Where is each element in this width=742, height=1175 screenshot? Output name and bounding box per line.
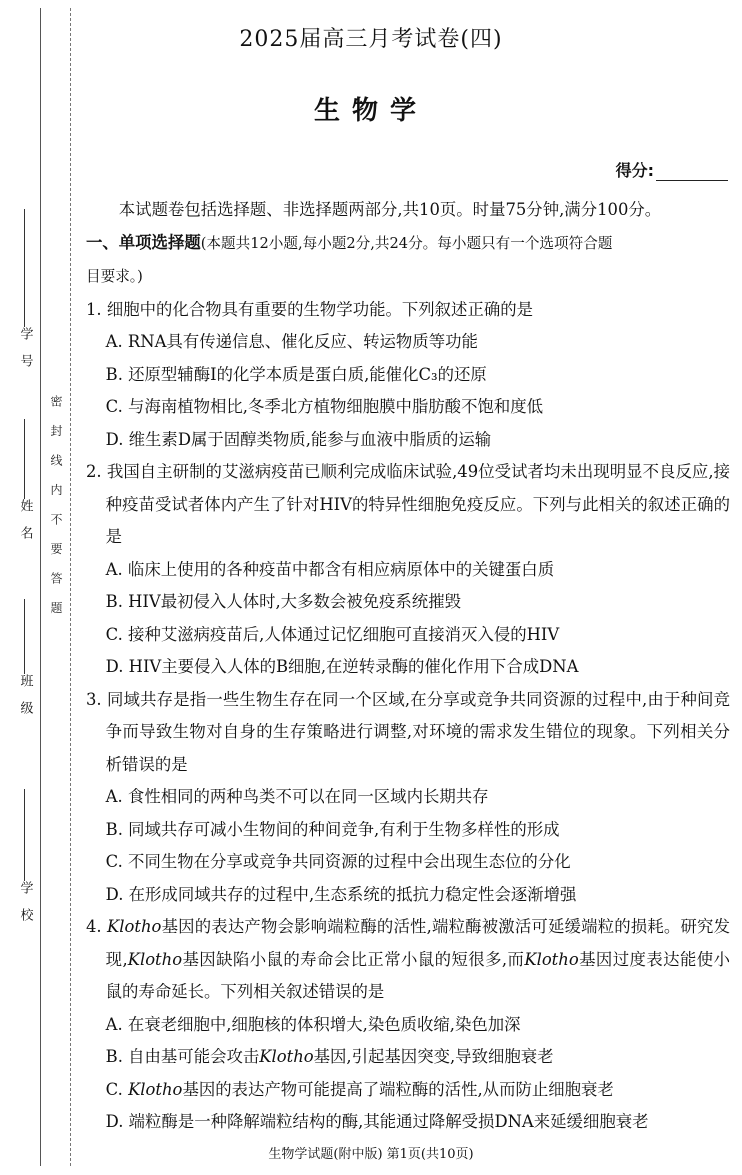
page-footer: 生物学试题(附中版) 第1页(共10页) (268, 1147, 474, 1162)
option-b: B. HIV最初侵入人体时,大多数会被免疫系统摧毁 (105, 592, 461, 611)
question-2 (86, 456, 730, 684)
option-d: D. 端粒酶是一种降解端粒结构的酶,其能通过降解受损DNA来延缓细胞衰老 (105, 1112, 649, 1131)
question-stem: 1. 细胞中的化合物具有重要的生物学功能。下列叙述正确的是 (86, 299, 534, 319)
option-a: A. 食性相同的两种鸟类不可以在同一区域内长期共存 (105, 787, 489, 806)
stem-part-a: 基因的表达产物会影响端粒酶的活性,端粒酶被激活可延缓端粒的损耗。研究发现, (105, 917, 730, 969)
subject-title: 生物学 (313, 96, 428, 126)
school-label: 学校 (17, 881, 33, 935)
option-c: C. 接种艾滋病疫苗后,人体通过记忆细胞可直接消灭入侵的HIV (105, 624, 560, 644)
option-a: A. 临床上使用的各种疫苗中都含有相应病原体中的关键蛋白质 (105, 559, 555, 579)
question-3 (86, 684, 730, 912)
section-title: 一、单项选择题 (86, 232, 201, 252)
option-d: D. HIV主要侵入人体的B细胞,在逆转录酶的催化作用下合成DNA (105, 657, 579, 676)
class-blank (24, 599, 26, 674)
option-d: D. 维生素D属于固醇类物质,能参与血液中脂质的运输 (105, 429, 492, 449)
option-b: B. 同域共存可减小生物间的种间竞争,有利于生物多样性的形成 (105, 819, 560, 839)
name-label: 姓名 (17, 499, 33, 553)
gene-name: Klotho (107, 917, 162, 936)
score-label: 得分: (615, 161, 654, 180)
question-stem: 3. 同域共存是指一些生物生存在同一个区域,在分享或竞争共同资源的过程中,由于种间竞争而导致生物对自身的生存策略进行调整,对环境的需求发生错位的现象。下列相关分析错误的是 (86, 689, 730, 774)
class-label: 班级 (17, 674, 33, 728)
name-blank (24, 419, 26, 499)
school-field (10, 785, 40, 935)
question-4 (86, 911, 730, 1139)
option-c (86, 1074, 730, 1107)
option-b-pre: B. 自由基可能会攻击 (105, 1047, 260, 1066)
option-a: A. 在衰老细胞中,细胞核的体积增大,染色质收缩,染色加深 (105, 1014, 521, 1034)
name-field (10, 415, 40, 553)
option-c-pre: C. (105, 1079, 129, 1099)
question-stem (86, 911, 730, 1009)
gene-name: Klotho (128, 1079, 183, 1099)
student-id-blank (24, 209, 26, 327)
stem-part-c: 基因过度表达能使小鼠的寿命延长。下列相关叙述错误的是 (105, 949, 730, 1001)
option-c: C. 不同生物在分享或竞争共同资源的过程中会出现生态位的分化 (105, 852, 571, 871)
option-c: C. 与海南植物相比,冬季北方植物细胞膜中脂肪酸不饱和度低 (105, 397, 544, 416)
section-heading (86, 227, 730, 294)
option-b: B. 还原型辅酶Ⅰ的化学本质是蛋白质,能催化C₃的还原 (105, 364, 487, 384)
gene-name: Klotho (259, 1047, 314, 1066)
gene-name: Klotho (127, 949, 183, 969)
student-id-field (10, 205, 40, 381)
option-b (86, 1041, 730, 1074)
option-d: D. 在形成同域共存的过程中,生态系统的抵抗力稳定性会逐渐增强 (105, 884, 577, 904)
option-c-post: 基因的表达产物可能提高了端粒酶的活性,从而防止细胞衰老 (182, 1079, 614, 1099)
section-note-1: (本题共12小题,每小题2分,共24分。每小题只有一个选项符合题 (200, 234, 613, 252)
stem-part-b: 基因缺陷小鼠的寿命会比正常小鼠的短很多,而 (182, 949, 525, 969)
score-blank (656, 164, 728, 181)
exam-content (86, 194, 730, 1139)
score-box (616, 158, 728, 181)
section-note-2: 目要求。) (86, 268, 143, 285)
question-1 (86, 294, 730, 457)
binding-solid-line (40, 8, 41, 1166)
student-id-label: 学号 (17, 327, 33, 381)
question-stem: 2. 我国自主研制的艾滋病疫苗已顺利完成临床试验,49位受试者均未出现明显不良反应,接种疫苗受试者体内产生了针对HIV的特异性细胞免疫反应。下列与此相关的叙述正确的是 (86, 462, 730, 546)
binding-dashed-line (70, 8, 71, 1166)
exam-intro: 本试题卷包括选择题、非选择题两部分,共10页。时量75分钟,满分100分。 (118, 200, 662, 219)
question-number: 4. (86, 917, 108, 936)
seal-line-notice: 密封线内不要答题 (49, 395, 63, 631)
option-a: A. RNA具有传递信息、催化反应、转运物质等功能 (105, 332, 478, 351)
class-field (10, 595, 40, 728)
option-b-post: 基因,引起基因突变,导致细胞衰老 (313, 1047, 554, 1066)
gene-name: Klotho (524, 949, 579, 969)
school-blank (24, 789, 26, 881)
exam-title: 2025届高三月考试卷(四) (239, 27, 503, 52)
